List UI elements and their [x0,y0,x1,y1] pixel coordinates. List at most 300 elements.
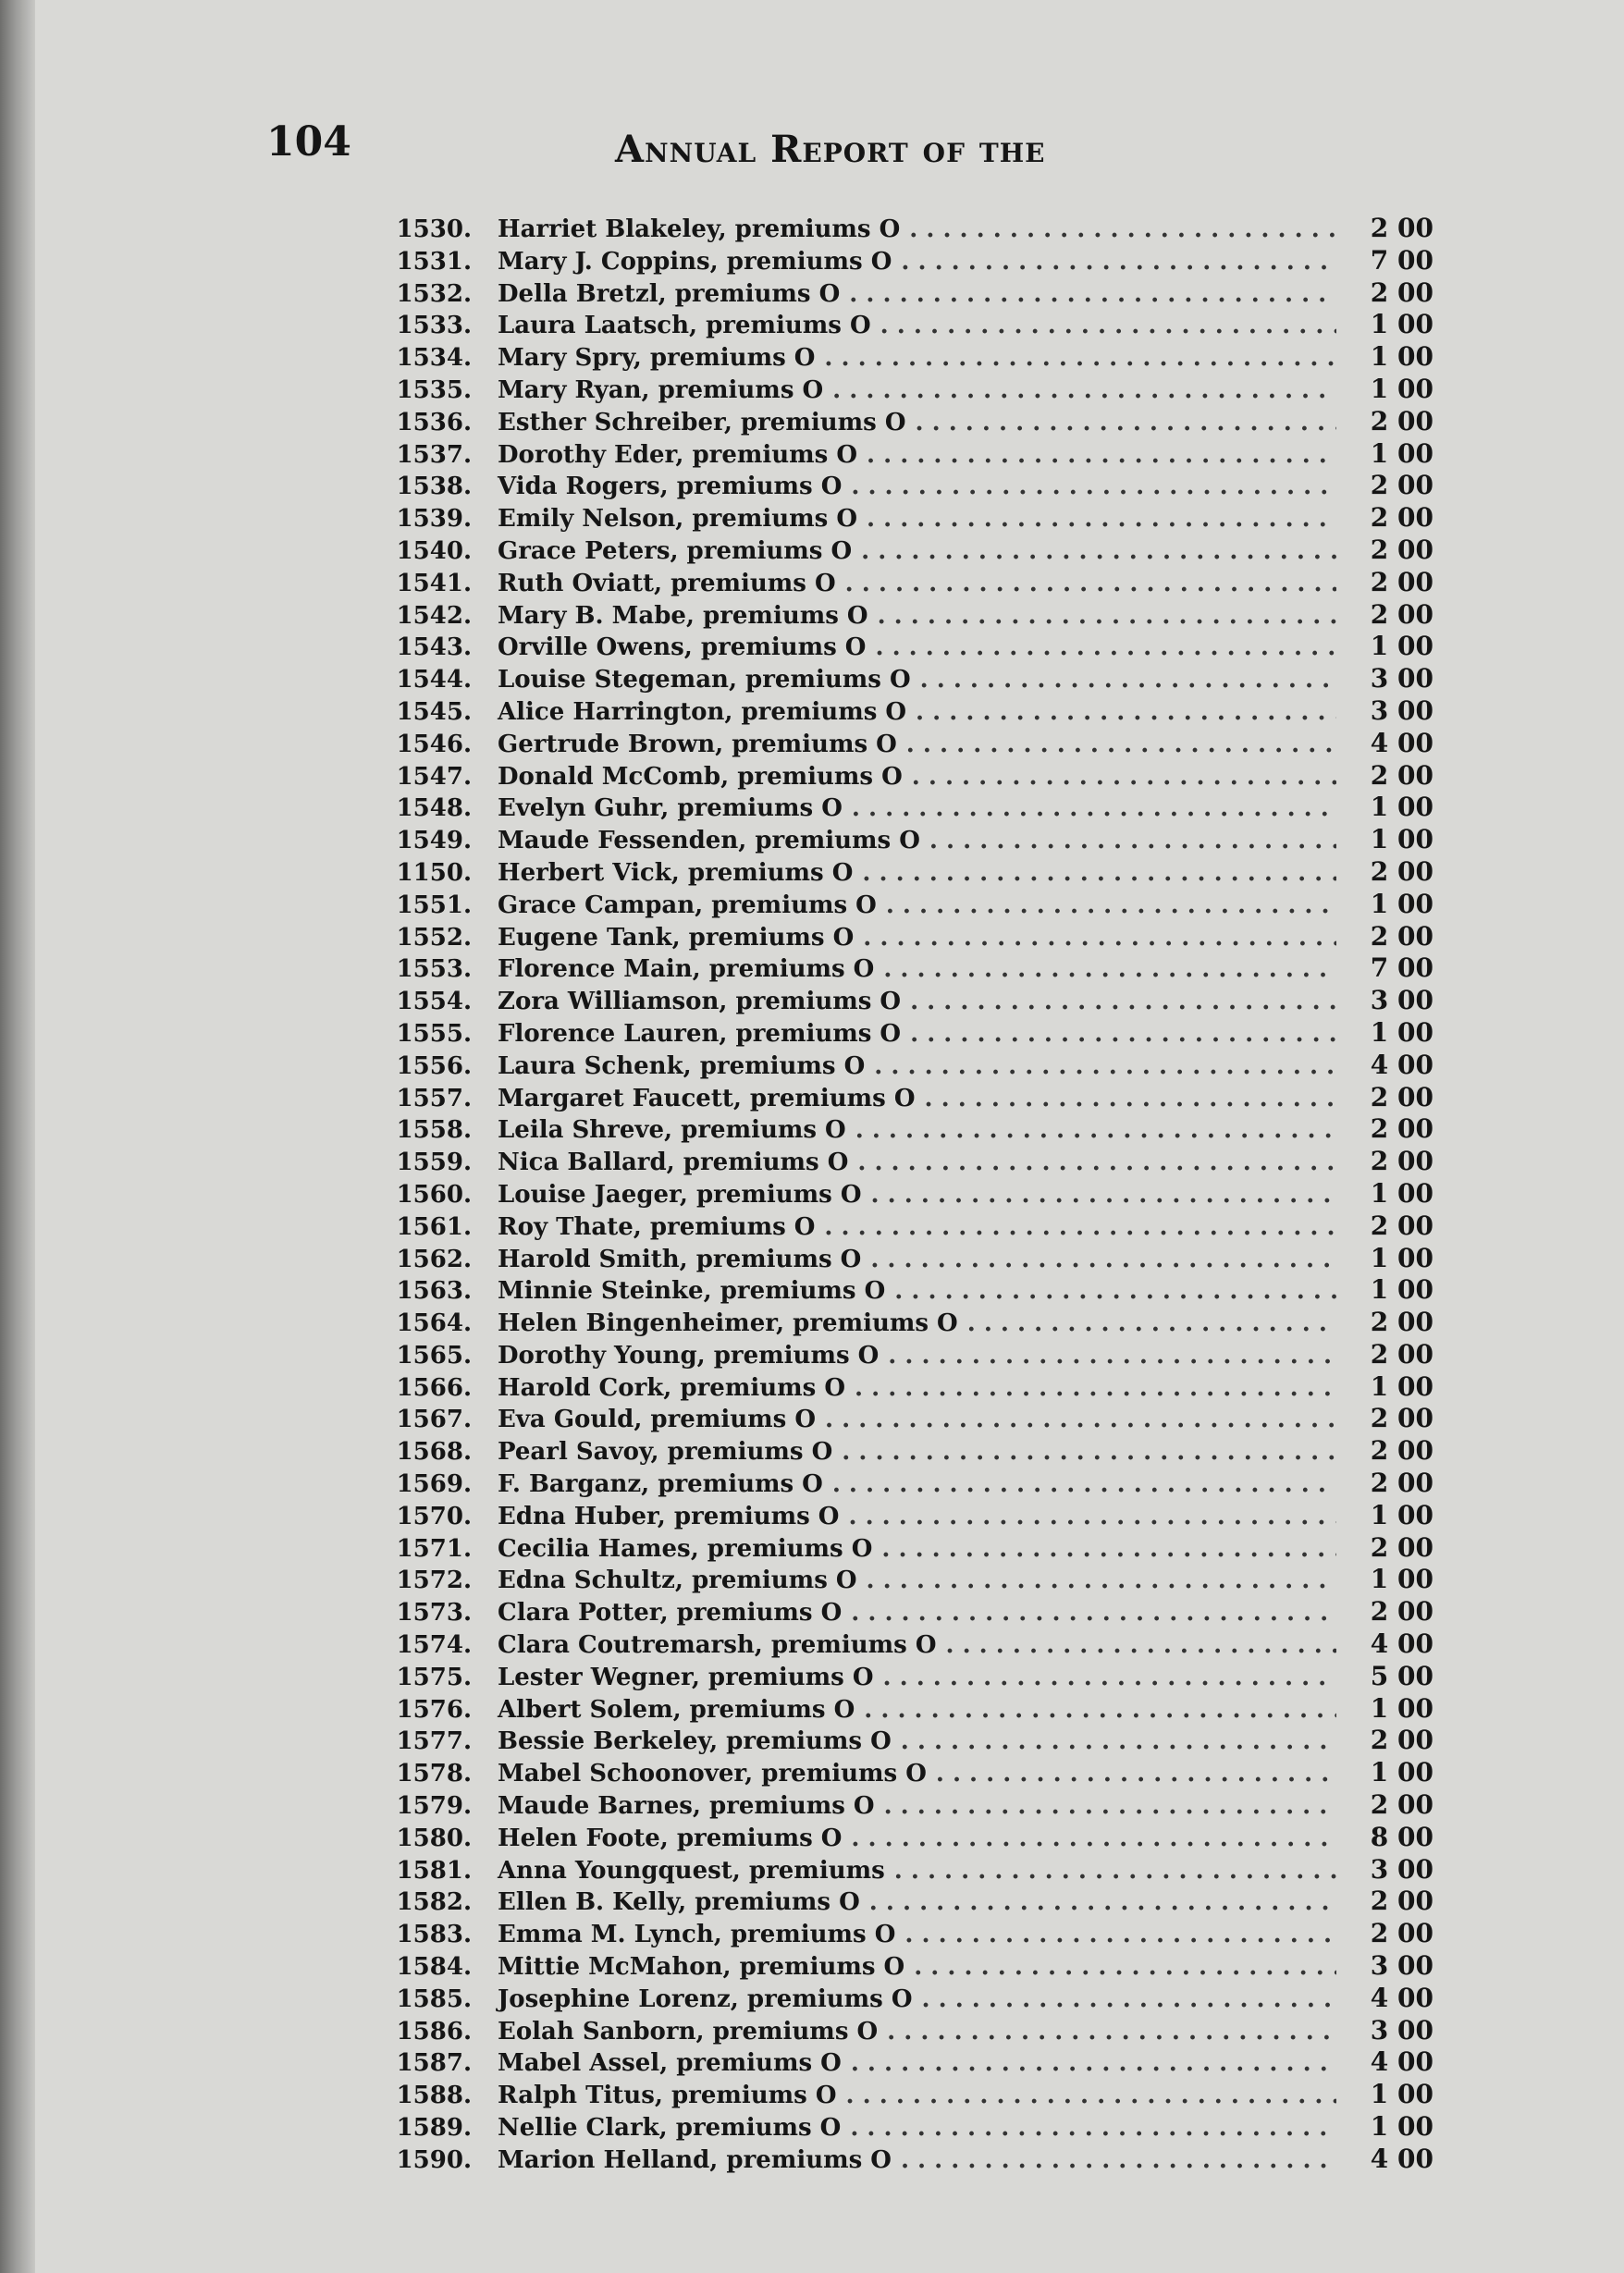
dot-leader [875,632,1336,664]
list-item [333,1886,1433,1918]
entry-name: Laura Schenk, premiums O [498,1051,866,1080]
list-item [333,1628,1433,1661]
entry-number: 1536. [396,408,472,436]
entry-amount: 7 00 [1370,244,1433,276]
entry-amount: 4 00 [1370,1628,1433,1660]
entry-number: 1586. [396,2017,472,2046]
entry-number: 1575. [396,1663,472,1691]
list-item [333,792,1433,824]
list-item [333,856,1433,889]
dot-leader [851,1823,1336,1855]
list-item [333,1693,1433,1726]
list-item [333,1532,1433,1565]
dot-leader [910,986,1336,1018]
list-item [333,1243,1433,1275]
entry-number: 1581. [396,1856,472,1885]
entry-number: 1589. [396,2114,472,2143]
list-item [333,1564,1433,1596]
list-item [333,1983,1433,2015]
dot-leader [862,857,1336,890]
list-item [333,341,1433,374]
entry-amount: 1 00 [1370,2079,1433,2110]
entry-number: 1530. [396,215,472,243]
list-item [333,599,1433,632]
entry-number: 1580. [396,1824,472,1852]
dot-leader [929,825,1336,857]
list-item [333,1822,1433,1854]
dot-leader [855,1114,1336,1147]
entry-number: 1562. [396,1245,472,1273]
entry-number: 1557. [396,1084,472,1112]
dot-leader [861,535,1336,568]
entry-number: 1577. [396,1727,472,1756]
entry-name: Ruth Oviatt, premiums O [498,569,836,597]
entry-number: 1531. [396,247,472,276]
dot-leader [824,342,1336,375]
dot-leader [894,1855,1336,1887]
page-number: 104 [266,118,351,166]
dot-leader [901,2144,1336,2177]
entry-number: 1587. [396,2049,472,2078]
entry-number: 1566. [396,1373,472,1402]
entry-number: 1533. [396,312,472,340]
entry-number: 1583. [396,1921,472,1949]
entry-name: Pearl Savoy, premiums O [498,1438,833,1467]
entry-amount: 2 00 [1370,759,1433,791]
entry-amount: 2 00 [1370,1531,1433,1563]
entry-number: 1534. [396,344,472,373]
entry-amount: 1 00 [1370,1177,1433,1209]
entry-name: Vida Rogers, premiums O [498,473,843,501]
entry-name: Gertrude Brown, premiums O [498,730,897,758]
entry-name: Ellen B. Kelly, premiums O [498,1888,860,1917]
entry-name: Orville Owens, premiums O [498,633,867,662]
entry-number: 1549. [396,827,472,855]
dot-leader [842,1436,1336,1468]
entry-name: Mabel Schoonover, premiums O [498,1760,927,1788]
list-item [333,438,1433,471]
dot-leader [921,1984,1336,2016]
dot-leader [867,439,1336,472]
entry-number: 1567. [396,1406,472,1434]
entry-name: Harold Smith, premiums O [498,1245,862,1273]
entry-amount: 5 00 [1370,1660,1433,1691]
dot-leader [884,1790,1336,1823]
entry-amount: 1 00 [1370,1370,1433,1402]
entry-amount: 2 00 [1370,855,1433,887]
entry-number: 1535. [396,375,472,404]
list-item [333,1435,1433,1468]
entry-number: 1584. [396,1953,472,1982]
entry-name: Albert Solem, premiums O [498,1695,855,1724]
entry-name: Donald McComb, premiums O [498,762,903,791]
list-item [333,760,1433,792]
entry-amount: 3 00 [1370,985,1433,1016]
dot-leader [852,792,1336,825]
dot-leader [878,600,1336,633]
dot-leader [887,2016,1336,2048]
entry-amount: 4 00 [1370,1982,1433,2013]
entry-name: Grace Peters, premiums O [498,536,853,565]
dot-leader [825,1404,1336,1436]
entry-number: 1574. [396,1631,472,1660]
entry-name: Lester Wegner, premiums O [498,1663,874,1691]
list-item [333,921,1433,953]
entry-number: 1532. [396,279,472,308]
list-item [333,406,1433,438]
entry-number: 1569. [396,1470,472,1499]
list-item [333,374,1433,406]
entry-amount: 2 00 [1370,920,1433,952]
entry-amount: 1 00 [1370,1564,1433,1595]
list-item [333,663,1433,695]
list-item [333,1725,1433,1757]
entry-name: Leila Shreve, premiums O [498,1116,846,1145]
list-item [333,1307,1433,1339]
entry-name: Eugene Tank, premiums O [498,923,855,952]
dot-leader [912,761,1336,793]
entry-number: 1571. [396,1534,472,1563]
entry-amount: 2 00 [1370,1403,1433,1434]
entry-amount: 2 00 [1370,1789,1433,1821]
entry-name: Clara Potter, premiums O [498,1599,843,1628]
dot-leader [846,2080,1336,2112]
entry-amount: 3 00 [1370,694,1433,726]
entry-number: 1585. [396,1984,472,2013]
entry-name: Roy Thate, premiums O [498,1212,816,1241]
entry-name: Maude Barnes, premiums O [498,1792,875,1821]
entry-name: Marion Helland, premiums O [498,2145,892,2174]
dot-leader [886,890,1336,922]
entry-amount: 3 00 [1370,1950,1433,1982]
dot-leader [945,1629,1336,1662]
entry-number: 1561. [396,1212,472,1241]
entry-name: Clara Coutremarsh, premiums O [498,1631,937,1660]
entry-amount: 1 00 [1370,341,1433,373]
dot-leader [851,2047,1336,2080]
entry-amount: 4 00 [1370,2143,1433,2174]
entry-amount: 2 00 [1370,1210,1433,1241]
dot-leader [910,1018,1336,1050]
list-item [333,1757,1433,1789]
entry-amount: 1 00 [1370,1016,1433,1048]
dot-leader [857,1147,1336,1179]
dot-leader [855,1372,1336,1405]
entry-amount: 3 00 [1370,1853,1433,1885]
entry-amount: 2 00 [1370,213,1433,243]
entry-amount: 1 00 [1370,1242,1433,1273]
entry-name: Bessie Berkeley, premiums O [498,1727,892,1756]
dot-leader [871,1179,1336,1211]
dot-leader [824,1211,1336,1244]
list-item [333,2046,1433,2079]
dot-leader [967,1308,1336,1340]
entry-name: Esther Schreiber, premiums O [498,408,906,436]
entry-amount: 3 00 [1370,663,1433,694]
list-item [333,952,1433,985]
premium-entries-list [333,213,1433,2176]
dot-leader [901,246,1336,278]
list-item [333,1178,1433,1210]
entry-name: Harold Cork, premiums O [498,1373,845,1402]
list-item [333,728,1433,760]
entry-name: Louise Stegeman, premiums O [498,666,911,694]
entry-number: 1541. [396,569,472,597]
entry-number: 1556. [396,1051,472,1080]
entry-amount: 2 00 [1370,1725,1433,1756]
entry-name: Mabel Assel, premiums O [498,2049,842,2078]
entry-name: Edna Schultz, premiums O [498,1567,857,1595]
entry-name: Florence Lauren, premiums O [498,1019,902,1048]
entry-amount: 1 00 [1370,631,1433,662]
entry-number: 1590. [396,2145,472,2174]
list-item [333,1050,1433,1082]
list-item [333,1500,1433,1532]
list-item [333,1468,1433,1500]
entry-amount: 2 00 [1370,1468,1433,1499]
dot-leader [880,310,1336,342]
entry-name: Nellie Clark, premiums O [498,2114,842,2143]
entry-amount: 4 00 [1370,2046,1433,2078]
dot-leader [888,1340,1336,1372]
entry-amount: 4 00 [1370,727,1433,758]
entry-name: Eolah Sanborn, premiums O [498,2017,879,2046]
list-item [333,1854,1433,1886]
entry-number: 1559. [396,1149,472,1177]
entry-number: 1538. [396,473,472,501]
list-item [333,1789,1433,1822]
entry-name: Mittie McMahon, premiums O [498,1953,905,1982]
list-item [333,631,1433,663]
entry-name: Laura Laatsch, premiums O [498,312,871,340]
entry-number: 1563. [396,1277,472,1306]
entry-number: 1546. [396,730,472,758]
entry-name: Mary Ryan, premiums O [498,375,824,404]
list-item [333,2079,1433,2111]
list-item [333,1371,1433,1404]
entry-name: Mary J. Coppins, premiums O [498,247,892,276]
entry-number: 1579. [396,1792,472,1821]
list-item [333,277,1433,310]
entry-amount: 2 00 [1370,1918,1433,1949]
entry-number: 1560. [396,1180,472,1209]
dot-leader [906,729,1336,761]
entry-name: Herbert Vick, premiums O [498,858,854,887]
list-item [333,1661,1433,1693]
dot-leader [851,1597,1336,1629]
entry-number: 1552. [396,923,472,952]
entry-number: 1565. [396,1341,472,1370]
entry-amount: 2 00 [1370,1113,1433,1145]
list-item [333,1210,1433,1243]
list-item [333,213,1433,245]
entry-amount: 1 00 [1370,792,1433,823]
entry-amount: 2 00 [1370,502,1433,534]
entry-name: Ralph Titus, premiums O [498,2082,837,2110]
list-item [333,2144,1433,2176]
list-item [333,985,1433,1017]
running-head-text: Annual Report of the [615,128,1046,171]
entry-amount: 1 00 [1370,373,1433,404]
entry-number: 1558. [396,1116,472,1145]
entry-number: 1573. [396,1599,472,1628]
entry-number: 1547. [396,762,472,791]
entry-amount: 7 00 [1370,952,1433,984]
dot-leader [915,407,1336,439]
dot-leader [874,1050,1336,1083]
entry-name: Josephine Lorenz, premiums O [498,1984,913,2013]
entry-amount: 1 00 [1370,824,1433,855]
list-item [333,1274,1433,1307]
entry-name: Louise Jaeger, premiums O [498,1180,862,1209]
dot-leader [894,1275,1336,1308]
list-item [333,309,1433,341]
dot-leader [869,1886,1336,1919]
entry-name: Dorothy Eder, premiums O [498,440,858,469]
entry-name: Eva Gould, premiums O [498,1406,816,1434]
entry-amount: 1 00 [1370,437,1433,469]
list-item [333,1082,1433,1114]
entry-name: Mary Spry, premiums O [498,344,816,373]
entry-name: F. Barganz, premiums O [498,1470,823,1499]
list-item [333,245,1433,277]
entry-amount: 1 00 [1370,888,1433,919]
entry-amount: 2 00 [1370,1886,1433,1917]
entry-number: 1545. [396,697,472,726]
dot-leader [870,1244,1336,1276]
dot-leader [914,1951,1336,1984]
dot-leader [883,953,1336,986]
entry-number: 1576. [396,1695,472,1724]
entry-name: Harriet Blakeley, premiums O [498,215,901,243]
entry-number: 1548. [396,794,472,823]
entry-name: Helen Foote, premiums O [498,1824,843,1852]
dot-leader [864,1694,1336,1726]
entry-amount: 2 00 [1370,598,1433,630]
dot-leader [848,1501,1336,1533]
list-item [333,824,1433,856]
entry-name: Alice Harrington, premiums O [498,697,907,726]
list-item [333,1596,1433,1628]
entry-number: 1551. [396,891,472,919]
entry-amount: 2 00 [1370,1081,1433,1112]
entry-number: 1582. [396,1888,472,1917]
entry-name: Margaret Faucett, premiums O [498,1084,916,1112]
entry-name: Zora Williamson, premiums O [498,988,902,1016]
entry-amount: 2 00 [1370,276,1433,308]
dot-leader [916,696,1336,729]
entry-amount: 2 00 [1370,566,1433,597]
entry-amount: 2 00 [1370,405,1433,436]
entry-amount: 8 00 [1370,1821,1433,1852]
dot-leader [904,1919,1336,1951]
list-item [333,1017,1433,1050]
dot-leader [867,503,1336,535]
dot-leader [845,568,1336,600]
entry-name: Minnie Steinke, premiums O [498,1277,886,1306]
list-item [333,502,1433,534]
dot-leader [849,278,1336,311]
entry-number: 1570. [396,1502,472,1530]
dot-leader [920,664,1336,696]
entry-name: Maude Fessenden, premiums O [498,827,920,855]
entry-amount: 1 00 [1370,1499,1433,1530]
entry-number: 1578. [396,1760,472,1788]
entry-number: 1555. [396,1019,472,1048]
list-item [333,1339,1433,1371]
list-item [333,1113,1433,1146]
dot-leader [909,214,1336,246]
entry-amount: 1 00 [1370,309,1433,340]
entry-amount: 4 00 [1370,1049,1433,1080]
entry-amount: 1 00 [1370,2111,1433,2143]
entry-name: Emma M. Lynch, premiums O [498,1921,896,1949]
dot-leader [832,375,1336,407]
list-item [333,695,1433,728]
dot-leader [882,1662,1336,1694]
entry-amount: 2 00 [1370,470,1433,501]
entry-number: 1539. [396,505,472,534]
entry-name: Edna Huber, premiums O [498,1502,840,1530]
entry-name: Della Bretzl, premiums O [498,279,841,308]
entry-number: 1568. [396,1438,472,1467]
entry-name: Dorothy Young, premiums O [498,1341,880,1370]
list-item [333,1403,1433,1435]
entry-number: 1572. [396,1567,472,1595]
entry-name: Anna Youngquest, premiums [498,1856,885,1885]
list-item [333,2015,1433,2047]
entry-number: 1150. [396,858,472,887]
dot-leader [901,1726,1336,1758]
running-head [615,128,1046,171]
entry-name: Florence Main, premiums O [498,955,875,984]
list-item [333,1146,1433,1178]
entry-number: 1588. [396,2082,472,2110]
entry-number: 1542. [396,601,472,630]
entry-amount: 1 00 [1370,1757,1433,1788]
list-item [333,1918,1433,1950]
entry-amount: 2 00 [1370,1146,1433,1177]
entry-name: Nica Ballard, premiums O [498,1149,849,1177]
list-item [333,2111,1433,2144]
entry-amount: 2 00 [1370,1338,1433,1370]
entry-number: 1553. [396,955,472,984]
entry-name: Emily Nelson, premiums O [498,505,857,534]
entry-name: Cecilia Hames, premiums O [498,1534,873,1563]
list-item [333,470,1433,502]
list-item [333,889,1433,921]
entry-name: Evelyn Guhr, premiums O [498,794,843,823]
entry-number: 1554. [396,988,472,1016]
dot-leader [881,1533,1336,1566]
dot-leader [832,1468,1336,1501]
list-item [333,1950,1433,1983]
list-item [333,567,1433,599]
dot-leader [863,922,1336,954]
entry-name: Mary B. Mabe, premiums O [498,601,868,630]
entry-amount: 2 00 [1370,1435,1433,1467]
dot-leader [850,2112,1336,2144]
dot-leader [936,1758,1336,1790]
entry-number: 1544. [396,666,472,694]
entry-name: Helen Bingenheimer, premiums O [498,1309,958,1338]
entry-number: 1537. [396,440,472,469]
entry-amount: 2 00 [1370,1307,1433,1338]
entry-amount: 2 00 [1370,534,1433,565]
entry-amount: 1 00 [1370,1274,1433,1306]
dot-leader [925,1083,1337,1115]
entry-number: 1540. [396,536,472,565]
